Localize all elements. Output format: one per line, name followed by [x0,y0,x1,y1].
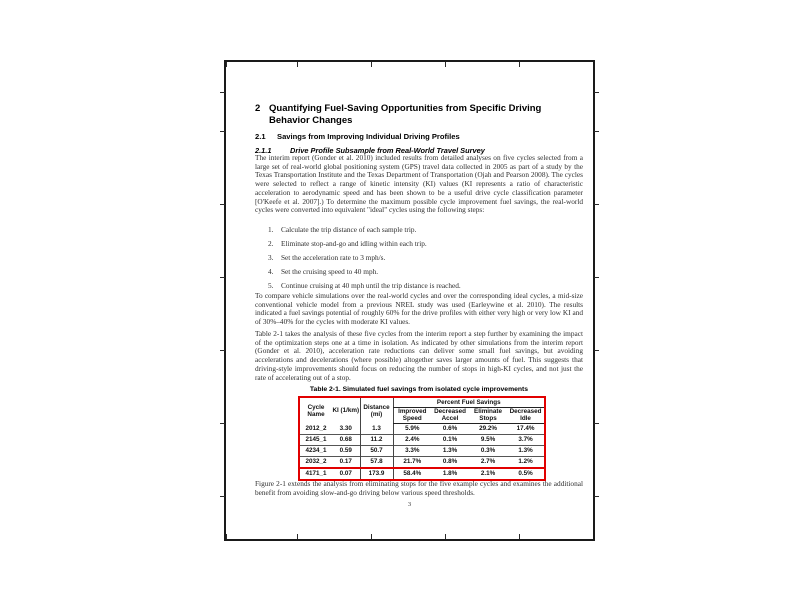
numbered-list [255,226,583,296]
subsection-title: Savings from Improving Individual Driving Profiles [277,132,460,141]
cell-decreased-accel: 0.6% [442,425,458,432]
cell-decreased-accel: 0.1% [431,435,469,446]
col-header-distance: Distance (mi) [360,397,393,424]
list-item [255,268,583,282]
table-row [299,446,545,457]
cell-decreased-accel: 1.8% [431,468,469,480]
fuel-savings-table-wrap [298,396,544,481]
table-caption: Table 2-1. Simulated fuel savings from isolated cycle improvements [309,386,529,393]
ruler-ticks-right [594,62,599,539]
paragraph-figure: Figure 2-1 extends the analysis from eliminating stops for the five example cycles and examines the additional benefit from avoiding slow-and-go driving below various speed thresholds. [255,479,583,497]
cell-improved-speed: 21.7% [393,457,431,469]
cell-distance: 11.2 [360,435,393,446]
cell-eliminate-stops: 9.5% [469,435,507,446]
document-page [224,60,595,541]
list-item-number: 5. [268,281,274,290]
paragraph-compare: To compare vehicle simulations over the real-world cycles and over the corresponding ideal cycles, a mid-size conventional vehicle model from a previous NREL study was used (Earleywine et al. 2010). The results indicated a fuel savings potential of roughly 60% for the drive profiles with either very high or very low KI and of 30%–40% for the cycles with moderate KI values. [255,291,583,327]
cell-ki: 0.68 [332,435,360,446]
ruler-ticks-top [226,62,593,67]
cell-eliminate-stops: 0.3% [469,446,507,457]
col-header-cycle-name: Cycle Name [307,403,325,418]
cell-decreased-accel: 0.8% [431,457,469,469]
cell-decreased-accel: 1.3% [431,446,469,457]
page-number: 3 [407,501,412,508]
list-item-number: 4. [268,267,274,276]
table-row [299,435,545,446]
subsubsection-title: Drive Profile Subsample from Real-World Travel Survey [290,146,485,155]
table-row [299,457,545,469]
ruler-ticks-left [220,62,225,539]
cell-decreased-idle: 1.3% [507,446,545,457]
cell-ki: 0.59 [332,446,360,457]
cell-cycle: 2032_2 [299,457,332,469]
paragraph-intro: The interim report (Gonder et al. 2010) included results from detailed analyses on five cycles selected from a large set of real-world global positioning system (GPS) travel data collected in 2005 as part of a study by the Texas Transportation Institute and the Texas Department of Transportation (Ojah and Pearson 2008). The cycles were selected to reflect a range of kinetic intensity (KI) values (KI represents a ratio of characteristic acceleration to aerodynamic speed and has been shown to be a useful drive cycle classification parameter [O'Keefe et al. 2007].) To determine the maximum possible cycle improvement fuel savings, the real-world cycles were converted into equivalent "ideal" cycles using the following steps: [255,153,583,215]
section-title: Quantifying Fuel-Saving Opportunities from Specific Driving Behavior Changes [269,103,542,126]
section-heading [255,103,583,127]
cell-decreased-idle: 0.5% [507,468,545,480]
cell-improved-speed: 2.4% [393,435,431,446]
cell-distance: 1.3 [360,424,393,435]
col-header-decreased-idle: Decreased Idle [507,408,545,424]
col-group-header: Percent Fuel Savings [393,397,545,408]
subsection-heading [255,132,583,141]
cell-decreased-idle: 1.2% [507,457,545,469]
cell-cycle: 2145_1 [299,435,332,446]
list-item-number: 1. [268,225,274,234]
list-item-text: Calculate the trip distance of each sample trip. [281,225,417,234]
cell-ki: 0.17 [332,457,360,469]
cell-improved-speed: 3.3% [393,446,431,457]
cell-decreased-idle: 17.4% [516,425,535,432]
table-row [299,424,545,435]
paragraph-table-discussion: Table 2-1 takes the analysis of these five cycles from the interim report a step further by examining the impact of the optimization steps one at a time in isolation. As indicated by other simulations from the interim report (Gonder et al. 2010), acceleration rate reductions can deliver some small fuel savings, but avoiding accelerations and decelerations (where possible) altogether saves larger amounts of fuel. This suggests that driving-style improvements should focus on reducing the number of stops in high-KI cycles, and not just the rate of accelerating out of a stop. [255,329,583,382]
list-item-number: 2. [268,239,274,248]
cell-cycle: 2012_2 [305,424,327,432]
cell-improved-speed: 5.9% [393,424,431,435]
cell-distance: 57.8 [360,457,393,469]
col-header-improved-speed: Improved Speed [393,408,431,424]
list-item [255,226,583,240]
cell-distance: 173.9 [360,468,393,480]
cell-eliminate-stops: 29.2% [479,425,497,432]
cell-improved-speed: 58.4% [393,468,431,480]
table-header-row [299,397,545,408]
col-header-decreased-accel: Decreased Accel [431,408,469,424]
cell-cycle: 4234_1 [299,446,332,457]
ruler-ticks-bottom [226,534,593,539]
list-item-text: Continue cruising at 40 mph until the trip distance is reached. [281,281,461,290]
cell-ki: 0.07 [332,468,360,480]
col-header-ki: KI (1/km) [332,407,360,415]
list-item-text: Set the cruising speed to 40 mph. [281,267,379,276]
cell-decreased-idle: 3.7% [507,435,545,446]
subsection-number: 2.1 [255,132,266,141]
cell-eliminate-stops: 2.7% [469,457,507,469]
cell-ki: 3.30 [339,424,352,432]
list-item-text: Eliminate stop-and-go and idling within each trip. [281,239,427,248]
subsubsection-number: 2.1.1 [255,146,272,155]
section-number: 2 [255,103,261,114]
list-item-text: Set the acceleration rate to 3 mph/s. [281,253,386,262]
cell-distance: 50.7 [360,446,393,457]
list-item [255,254,583,268]
list-item-number: 3. [268,253,274,262]
cell-cycle: 4171_1 [299,468,332,480]
fuel-savings-table [298,396,546,481]
col-header-eliminate-stops: Eliminate Stops [469,408,507,424]
list-item [255,240,583,254]
cell-eliminate-stops: 2.1% [469,468,507,480]
